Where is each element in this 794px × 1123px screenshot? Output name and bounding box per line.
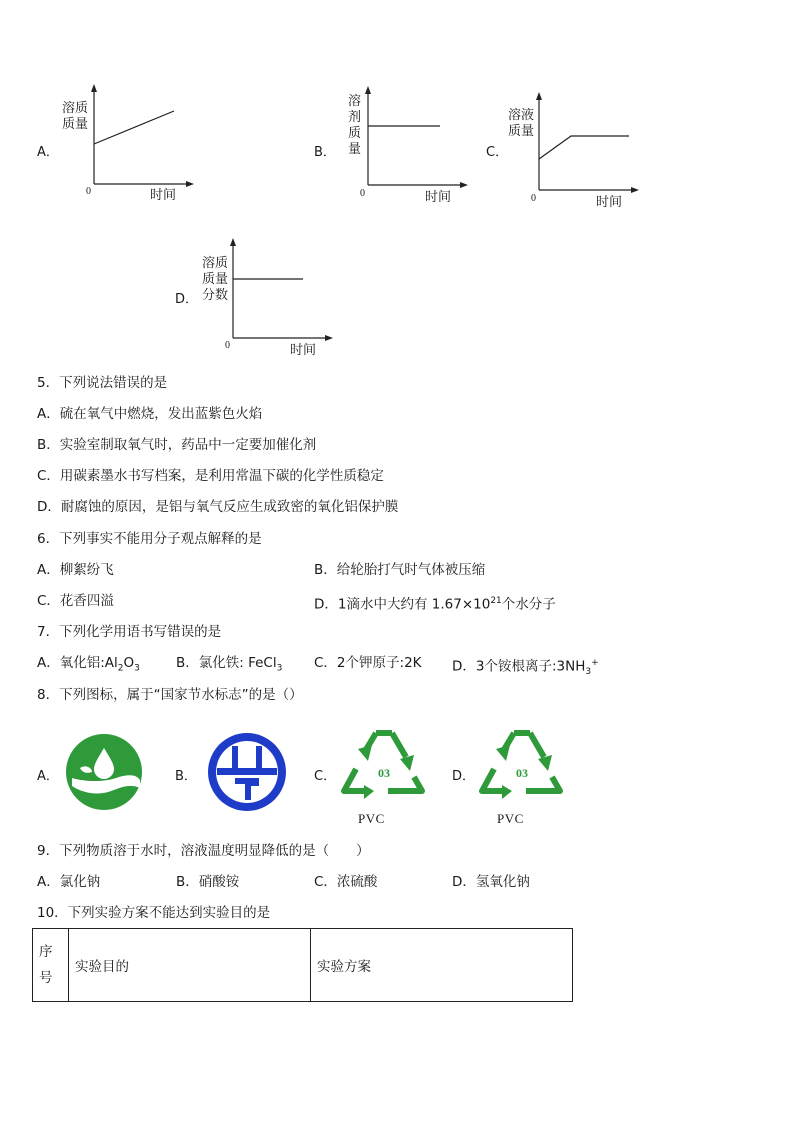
x-axis-arrow bbox=[325, 335, 333, 341]
q6-option-d: D．1滴水中大约有 $1.67\times 10^{21}$个水分子 bbox=[314, 596, 556, 613]
x-axis-arrow bbox=[460, 182, 468, 188]
arrow-segment-top-right bbox=[392, 733, 406, 757]
graph-b-ylabel: 溶 剂 质 量 bbox=[348, 94, 362, 157]
arrow-head-1 bbox=[358, 745, 372, 761]
graph-a-plot bbox=[88, 84, 196, 190]
q7-stem: 7．下列化学用语书写错误的是 bbox=[37, 624, 222, 640]
q5-stem: 5．下列说法错误的是 bbox=[37, 375, 168, 391]
graph-c-letter: C． bbox=[486, 145, 509, 160]
x-axis-arrow bbox=[186, 181, 194, 187]
graph-c-origin: 0 bbox=[531, 193, 536, 204]
q9-option-a: A．氯化钠 bbox=[37, 874, 101, 890]
horizontal-bar bbox=[217, 768, 277, 775]
q5-option-d: D．耐腐蚀的原因，是铝与氧气反应生成致密的氧化铝保护膜 bbox=[37, 499, 399, 515]
recycle-symbol-c bbox=[340, 725, 428, 805]
arrow-segment-bottom-left bbox=[482, 769, 504, 791]
recycle-code: 03 bbox=[516, 766, 528, 780]
q8-letter-c: C． bbox=[314, 769, 337, 784]
q7-option-a: A．氧化铝$:Al_2O_3$ bbox=[37, 655, 140, 674]
q9-stem: 9．下列物质溶于水时，溶液温度明显降低的是（ ） bbox=[37, 843, 370, 859]
graph-c-xlabel: 时间 bbox=[596, 195, 623, 210]
q6-option-a: A．柳絮纷飞 bbox=[37, 562, 114, 578]
arrow-head-2 bbox=[538, 755, 552, 771]
y-axis-arrow bbox=[365, 86, 371, 94]
arrow-head-2 bbox=[400, 755, 414, 771]
q8-letter-a: A． bbox=[37, 769, 59, 784]
q5-option-c: C．用碳素墨水书写档案，是利用常温下碳的化学性质稳定 bbox=[37, 468, 384, 484]
curve bbox=[94, 111, 174, 144]
header-number: 序 号 bbox=[33, 929, 69, 1002]
graph-b-origin: 0 bbox=[360, 188, 365, 199]
q6-stem: 6．下列事实不能用分子观点解释的是 bbox=[37, 531, 262, 547]
graph-a-letter: A． bbox=[37, 145, 59, 160]
q6-option-b: B．给轮胎打气时气体被压缩 bbox=[314, 562, 486, 578]
q5-option-b: B．实验室制取氧气时，药品中一定要加催化剂 bbox=[37, 437, 317, 453]
arrow-segment-top-right bbox=[530, 733, 544, 757]
water-saving-logo bbox=[64, 732, 146, 814]
q7-option-d: D．3个铵根离子$:3NH_3^+$ bbox=[452, 658, 599, 678]
recycle-code: 03 bbox=[378, 766, 390, 780]
graph-d-ylabel: 溶质 质量 分数 bbox=[202, 256, 229, 303]
q8-letter-d: D． bbox=[452, 769, 476, 784]
q8-letter-b: B． bbox=[175, 769, 197, 784]
graph-d-xlabel: 时间 bbox=[290, 343, 317, 358]
graph-c-plot bbox=[533, 92, 641, 194]
graph-d-plot bbox=[227, 238, 335, 342]
arrow-segment-bottom-right bbox=[526, 777, 560, 791]
q7-option-c: C．2个钾原子:2K bbox=[314, 655, 422, 671]
y-axis-arrow bbox=[91, 84, 97, 92]
right-stroke bbox=[256, 746, 262, 770]
arrow-segment-bottom-left bbox=[344, 769, 366, 791]
q8-stem: 8．下列图标，属于“国家节水标志”的是（） bbox=[37, 687, 303, 703]
graph-b-xlabel: 时间 bbox=[425, 190, 452, 205]
arrow-head-3 bbox=[502, 785, 512, 799]
recycle-label-c: PVC bbox=[358, 811, 385, 826]
q10-stem: 10．下列实验方案不能达到实验目的是 bbox=[37, 905, 271, 921]
q7-option-b: B．氯化铁: FeCl$_3$ bbox=[176, 655, 283, 674]
x-axis-arrow bbox=[631, 187, 639, 193]
graph-b-letter: B． bbox=[314, 145, 336, 160]
q9-option-c: C．浓硫酸 bbox=[314, 874, 378, 890]
q5-option-a: A．硫在氧气中燃烧，发出蓝紫色火焰 bbox=[37, 406, 263, 422]
arrow-head-3 bbox=[364, 785, 374, 799]
graph-d-origin: 0 bbox=[225, 340, 230, 351]
q9-option-b: B．硝酸铵 bbox=[176, 874, 240, 890]
header-plan: 实验方案 bbox=[311, 929, 573, 1002]
arrow-segment-bottom-right bbox=[388, 777, 422, 791]
graph-a-xlabel: 时间 bbox=[150, 188, 177, 203]
header-purpose: 实验目的 bbox=[69, 929, 311, 1002]
q9-option-d: D．氢氧化钠 bbox=[452, 874, 530, 890]
table-header-row bbox=[33, 929, 573, 1002]
graph-c-ylabel: 溶液 质量 bbox=[508, 108, 535, 139]
arrow-head-1 bbox=[496, 745, 510, 761]
recycle-label-d: PVC bbox=[497, 811, 524, 826]
experiment-table bbox=[32, 928, 573, 1002]
curve bbox=[539, 136, 629, 159]
energy-saving-logo bbox=[205, 730, 289, 814]
q6-option-c: C．花香四溢 bbox=[37, 593, 114, 609]
left-stroke bbox=[232, 746, 238, 770]
graph-a-ylabel: 溶质 质量 bbox=[62, 101, 89, 132]
graph-a-origin: 0 bbox=[86, 186, 91, 197]
graph-b-plot bbox=[362, 86, 470, 190]
recycle-symbol-d bbox=[478, 725, 566, 805]
y-axis-arrow bbox=[536, 92, 542, 100]
y-axis-arrow bbox=[230, 238, 236, 246]
graph-d-letter: D． bbox=[175, 292, 199, 307]
